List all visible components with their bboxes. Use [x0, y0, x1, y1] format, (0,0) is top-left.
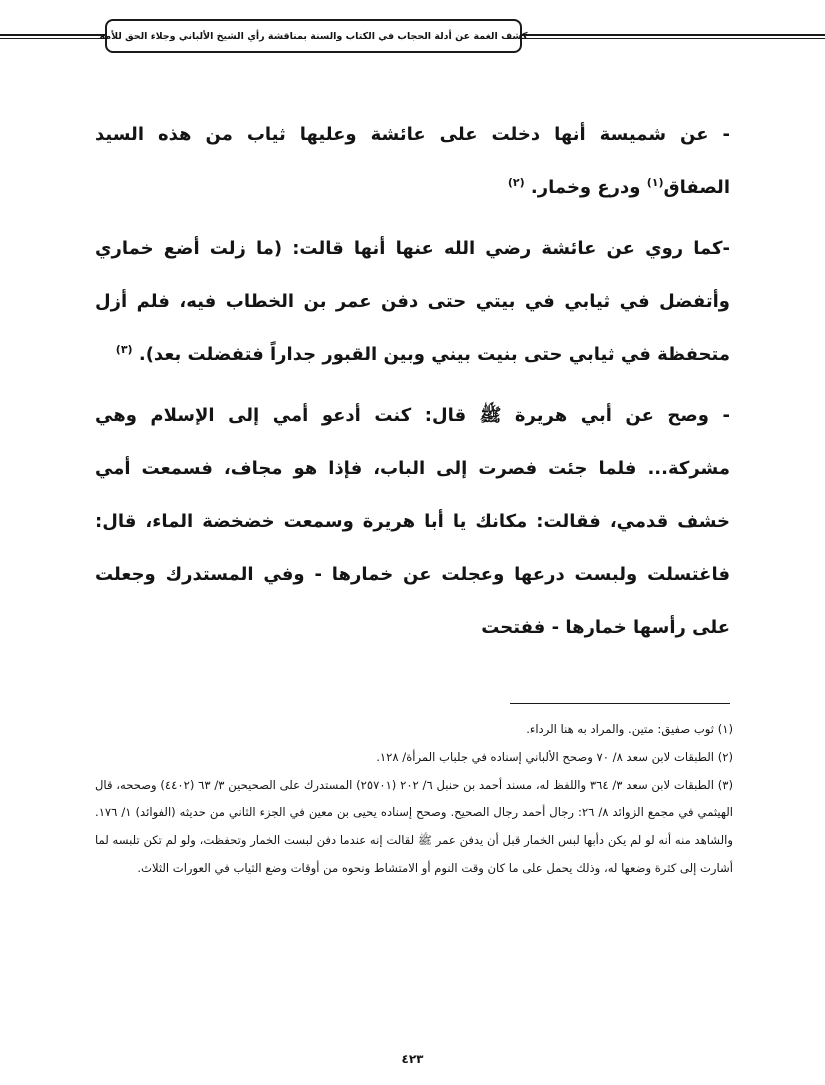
footnote-ref-1[interactable]: (١): [646, 176, 664, 189]
paragraph-2-text: -كما روي عن عائشة رضي الله عنها أنها قالت: (ما زلت أضع خماري وأتفضل في ثيابي في بيتي حتى دفن عمر بن الخطاب فيه، فلم أزل متحفظة في ثيابي حتى بنيت بيني وبين القبور جداراً فتفضلت بعد).: [95, 238, 730, 365]
paragraph-3: [95, 389, 730, 654]
paragraph-1: [95, 108, 730, 214]
running-header: [99, 19, 528, 53]
footnote-separator: [510, 703, 730, 704]
book-title: كشف الغمة عن أدلة الحجاب في الكتاب والسنة بمناقشة رأي الشيخ الألباني وجلاء الحق للأمة: [99, 30, 528, 42]
paragraph-2: [95, 222, 730, 381]
footnote-ref-2[interactable]: (٢): [507, 176, 525, 189]
paragraph-1-text-a: - عن شميسة أنها دخلت على عائشة وعليها ثياب من هذه السيد الصفاق: [95, 124, 730, 198]
paragraph-3-text: - وصح عن أبي هريرة ﷺ قال: كنت أدعو أمي إلى الإسلام وهي مشركة... فلما جئت فصرت إلى الباب، فإذا هو مجاف، فسمعت أمي خشف قدمي، فقالت: مكانك يا أبا هريرة وسمعت خضخضة الماء، قال: فاغتسلت ولبست درعها وعجلت عن خمارها - وفي المستدرك وجعلت على رأسها خمارها - ففتحت: [95, 405, 730, 638]
footnote-ref-3[interactable]: (٣): [115, 343, 133, 356]
paragraph-1-text-b: ودرع وخمار.: [530, 177, 647, 198]
main-text: [95, 108, 730, 654]
page-number: ٤٢٣: [401, 1052, 424, 1066]
footnote-1: (١) ثوب صفيق: متين. والمراد به هنا الرداء.: [526, 722, 733, 736]
footnote-3: (٣) الطبقات لابن سعد ٣/ ٣٦٤ واللفظ له، مسند أحمد بن حنبل ٦/ ٢٠٢ (٢٥٧٠١) المستدرك على الصحيحين ٣/ ٦٣ (٤٤٠٢) وصححه، قال الهيثمي في مجمع الزوائد ٨/ ٢٦: رجال أحمد رجال الصحيح. وصحح إسناده يحيى بن معين في الجزء الثاني من حديثه (الفوائد) ١/ ١٧٦. والشاهد منه أنه لو لم يكن دأبها لبس الخمار قبل أن يدفن عمر ﷺ لقالت إنه عندما دفن لبست الخمار وتحفظت، ولو لم تكن تلبسه لما أشارت إلى كثرة وضعها له، وذلك يحمل على ما كان وقت النوم أو الامتشاط ونحوه من أوقات وضع الثياب في العورات الثلاث.: [95, 777, 734, 875]
footnotes: [95, 716, 733, 883]
footnote-2: (٢) الطبقات لابن سعد ٨/ ٧٠ وصحح الألباني إسناده في جلباب المرأة/ ١٢٨.: [376, 749, 733, 764]
